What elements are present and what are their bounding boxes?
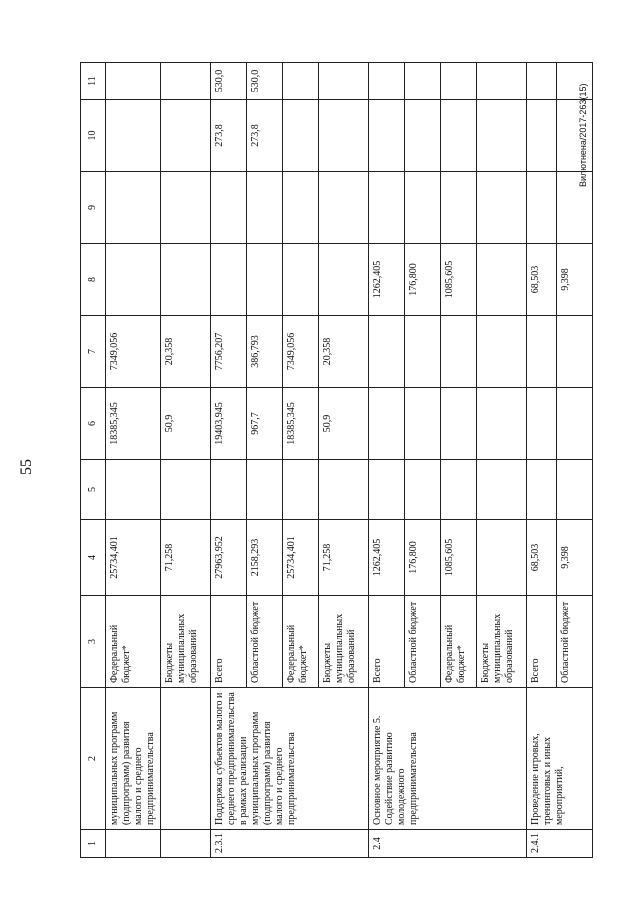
value-cell — [106, 460, 161, 520]
row-index: 2.4 — [369, 830, 527, 858]
value-cell — [405, 316, 441, 388]
funding-source: Всего — [527, 596, 557, 688]
value-cell — [283, 244, 319, 316]
value-cell — [527, 388, 557, 460]
value-cell — [283, 460, 319, 520]
value-cell — [283, 63, 319, 100]
value-cell — [477, 316, 527, 388]
table-row — [527, 63, 557, 858]
value-cell — [319, 63, 369, 100]
header-cell: 11 — [81, 63, 106, 100]
value-cell: 7349,056 — [283, 316, 319, 388]
value-cell: 1085,605 — [441, 520, 477, 596]
activity-name: муниципальных программ (подпрограмм) развития малого и среднего предпринимательства — [106, 688, 161, 830]
value-cell: 9,398 — [557, 244, 593, 316]
funding-source: Бюджеты муниципальных образований — [319, 596, 369, 688]
value-cell: 386,793 — [247, 316, 283, 388]
row-index: 2.3.1 — [211, 830, 369, 858]
funding-source: Областной бюджет — [405, 596, 441, 688]
funding-source: Всего — [369, 596, 405, 688]
value-cell — [319, 244, 369, 316]
value-cell: 176,800 — [405, 520, 441, 596]
header-row — [81, 63, 106, 858]
value-cell: 27963,952 — [211, 520, 247, 596]
value-cell — [441, 316, 477, 388]
value-cell: 68,503 — [527, 520, 557, 596]
value-cell: 530,0 — [211, 63, 247, 100]
value-cell — [527, 63, 557, 100]
funding-source: Областной бюджет — [247, 596, 283, 688]
footer-code: Вилютнена/2017-263(15) — [578, 83, 588, 187]
value-cell: 50,9 — [161, 388, 211, 460]
value-cell — [477, 520, 527, 596]
table-row — [106, 63, 161, 858]
value-cell — [161, 460, 211, 520]
value-cell: 20,358 — [319, 316, 369, 388]
funding-source: Областной бюджет — [557, 596, 593, 688]
value-cell — [106, 244, 161, 316]
funding-source: Федеральный бюджет* — [441, 596, 477, 688]
value-cell — [283, 100, 319, 172]
budget-table — [80, 62, 593, 858]
value-cell — [369, 388, 405, 460]
value-cell — [527, 100, 557, 172]
value-cell — [369, 172, 405, 244]
value-cell: 20,358 — [161, 316, 211, 388]
value-cell — [247, 172, 283, 244]
value-cell — [369, 63, 405, 100]
value-cell — [161, 244, 211, 316]
row-index — [106, 830, 161, 858]
value-cell — [557, 460, 593, 520]
value-cell — [527, 460, 557, 520]
activity-name: Проведение игровых, тренинговых и иных мероприятий, — [527, 688, 593, 830]
activity-name: Поддержка субъектов малого и среднего предпринимательства в рамках реализации муниципальных программ (подпрограмм) развития малого и среднего предпринимательства — [211, 688, 369, 830]
value-cell — [106, 100, 161, 172]
table-row — [161, 63, 211, 858]
funding-source: Всего — [211, 596, 247, 688]
value-cell: 19403,945 — [211, 388, 247, 460]
value-cell: 273,8 — [211, 100, 247, 172]
value-cell — [106, 63, 161, 100]
row-index: 2.4.1 — [527, 830, 593, 858]
table-row — [369, 63, 405, 858]
value-cell — [211, 244, 247, 316]
value-cell — [319, 172, 369, 244]
header-cell: 3 — [81, 596, 106, 688]
value-cell: 1262,405 — [369, 520, 405, 596]
header-cell: 10 — [81, 100, 106, 172]
funding-source: Федеральный бюджет* — [106, 596, 161, 688]
value-cell: 1262,405 — [369, 244, 405, 316]
header-cell: 5 — [81, 460, 106, 520]
value-cell — [369, 460, 405, 520]
header-cell: 1 — [81, 830, 106, 858]
value-cell — [477, 172, 527, 244]
value-cell — [477, 388, 527, 460]
value-cell — [211, 172, 247, 244]
value-cell — [477, 460, 527, 520]
value-cell — [161, 63, 211, 100]
page-number: 55 — [18, 459, 35, 475]
value-cell: 7756,207 — [211, 316, 247, 388]
value-cell — [369, 316, 405, 388]
value-cell: 1085,605 — [441, 244, 477, 316]
value-cell: 68,503 — [527, 244, 557, 316]
value-cell — [405, 63, 441, 100]
value-cell — [247, 460, 283, 520]
value-cell: 18385,345 — [106, 388, 161, 460]
value-cell: 7349,056 — [106, 316, 161, 388]
activity-name — [161, 688, 211, 830]
value-cell: 71,258 — [319, 520, 369, 596]
value-cell — [319, 100, 369, 172]
value-cell — [441, 460, 477, 520]
value-cell — [557, 388, 593, 460]
value-cell — [106, 172, 161, 244]
value-cell: 273,8 — [247, 100, 283, 172]
value-cell: 967,7 — [247, 388, 283, 460]
value-cell — [161, 172, 211, 244]
value-cell — [405, 172, 441, 244]
value-cell: 9,398 — [557, 520, 593, 596]
value-cell — [527, 316, 557, 388]
header-cell: 7 — [81, 316, 106, 388]
value-cell — [441, 100, 477, 172]
value-cell: 18385,345 — [283, 388, 319, 460]
funding-source: Федеральный бюджет* — [283, 596, 319, 688]
value-cell — [283, 172, 319, 244]
value-cell — [441, 388, 477, 460]
header-cell: 9 — [81, 172, 106, 244]
value-cell: 530,0 — [247, 63, 283, 100]
funding-source: Бюджеты муниципальных образований — [477, 596, 527, 688]
value-cell — [477, 63, 527, 100]
header-cell: 4 — [81, 520, 106, 596]
value-cell: 25734,401 — [106, 520, 161, 596]
value-cell: 2158,293 — [247, 520, 283, 596]
value-cell — [405, 388, 441, 460]
value-cell — [405, 460, 441, 520]
value-cell — [405, 100, 441, 172]
value-cell: 50,9 — [319, 388, 369, 460]
value-cell — [527, 172, 557, 244]
table-row — [211, 63, 247, 858]
value-cell — [369, 100, 405, 172]
value-cell — [441, 63, 477, 100]
value-cell — [477, 244, 527, 316]
header-cell: 2 — [81, 688, 106, 830]
value-cell — [557, 316, 593, 388]
value-cell — [441, 172, 477, 244]
header-cell: 8 — [81, 244, 106, 316]
value-cell — [319, 460, 369, 520]
value-cell: 25734,401 — [283, 520, 319, 596]
value-cell — [161, 100, 211, 172]
value-cell: 71,258 — [161, 520, 211, 596]
value-cell: 176,800 — [405, 244, 441, 316]
value-cell — [211, 460, 247, 520]
activity-name: Основное мероприятие 5. Содействие развитию молодежного предпринимательства — [369, 688, 527, 830]
funding-source: Бюджеты муниципальных образований — [161, 596, 211, 688]
value-cell — [477, 100, 527, 172]
row-index — [161, 830, 211, 858]
value-cell — [247, 244, 283, 316]
header-cell: 6 — [81, 388, 106, 460]
